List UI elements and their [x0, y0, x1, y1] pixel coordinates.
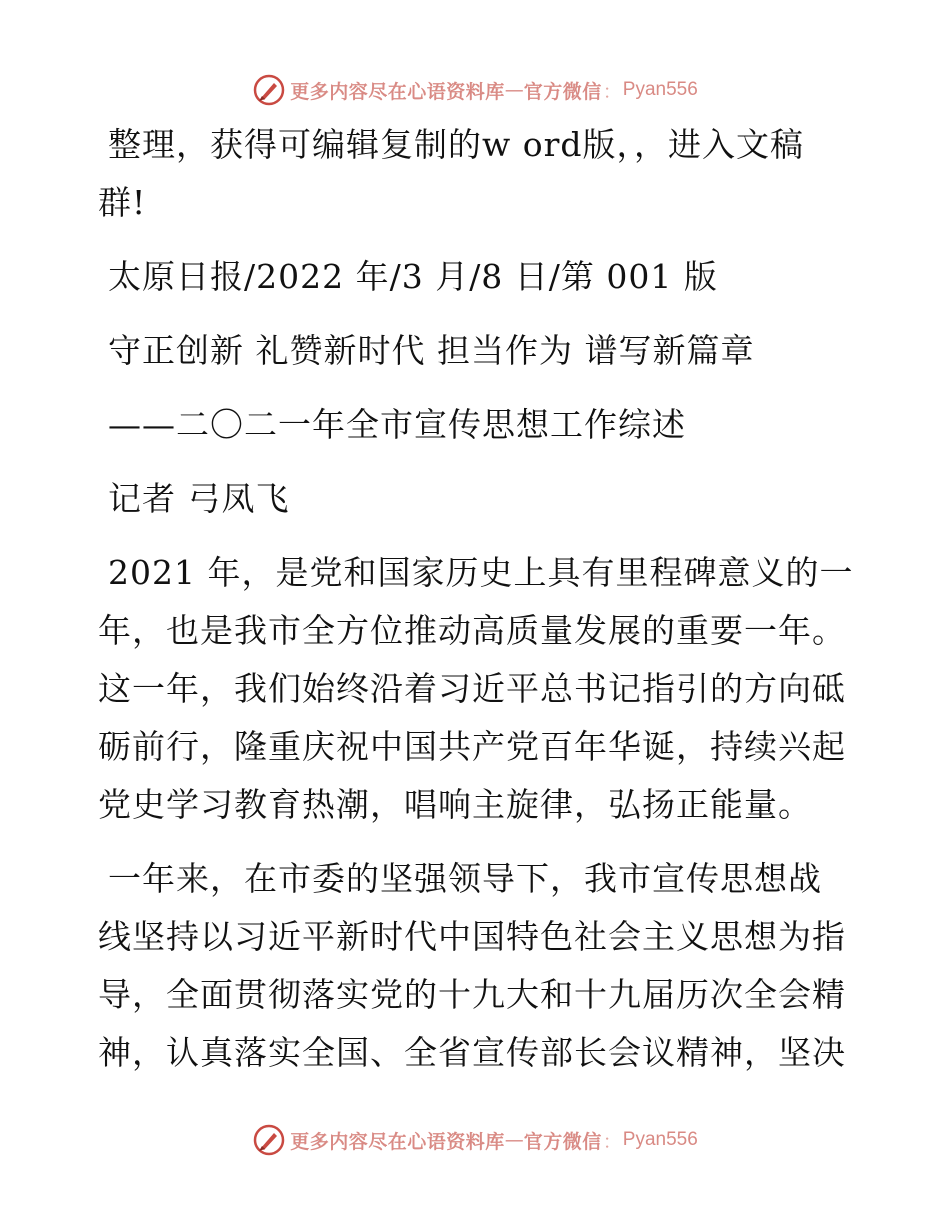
document-body — [98, 116, 858, 1082]
watermark-wechat-id: Pyan556 — [622, 79, 698, 100]
header-watermark — [0, 70, 950, 110]
article-title: 守正创新 礼赞新时代 担当作为 谱写新篇章 — [108, 331, 755, 370]
paragraph-2-line-2: 线坚持以习近平新时代中国特色社会主义思想为指 — [98, 917, 846, 956]
paragraph-gap — [98, 380, 858, 396]
paragraph-1-line-1: 2021 年，是党和国家历史上具有里程碑意义的一 — [108, 553, 854, 592]
watermark-brand-text: 更多内容尽在心语资料库 — [290, 1130, 505, 1153]
paragraph-gap — [98, 834, 858, 850]
brush-logo-icon — [252, 1123, 286, 1157]
intro-line-1: 整理，获得可编辑复制的w ord版，，进入文稿 — [108, 125, 805, 164]
paragraph-gap — [98, 528, 858, 544]
watermark-separator: ： — [602, 1130, 622, 1153]
paragraph-gap — [98, 306, 858, 322]
paragraph-1-line-4: 砺前行，隆重庆祝中国共产党百年华诞，持续兴起 — [98, 727, 846, 766]
watermark-wechat-label: 官方微信 — [523, 1130, 602, 1153]
brush-logo-icon — [252, 73, 286, 107]
source-line: 太原日报/2022 年/3 月/8 日/第 001 版 — [108, 257, 718, 296]
paragraph-gap — [98, 454, 858, 470]
paragraph-2-line-4: 神，认真落实全国、全省宣传部长会议精神，坚决 — [98, 1033, 846, 1072]
byline: 记者 弓凤飞 — [108, 479, 290, 518]
paragraph-1-line-2: 年，也是我市全方位推动高质量发展的重要一年。 — [98, 611, 846, 650]
watermark-wechat-label: 官方微信 — [523, 80, 602, 103]
paragraph-1-line-3: 这一年，我们始终沿着习近平总书记指引的方向砥 — [98, 669, 846, 708]
watermark-dash: — — [504, 79, 524, 101]
intro-line-2: 群! — [98, 183, 147, 222]
footer-watermark — [0, 1120, 950, 1160]
paragraph-2-line-1: 一年来，在市委的坚强领导下，我市宣传思想战 — [108, 859, 822, 898]
watermark-brand-text: 更多内容尽在心语资料库 — [290, 80, 505, 103]
watermark-separator: ： — [602, 80, 622, 103]
paragraph-2-line-3: 导，全面贯彻落实党的十九大和十九届历次全会精 — [98, 975, 846, 1014]
watermark-wechat-id: Pyan556 — [622, 1129, 698, 1150]
paragraph-1-line-5: 党史学习教育热潮，唱响主旋律，弘扬正能量。 — [98, 785, 812, 824]
paragraph-gap — [98, 232, 858, 248]
article-subtitle: ——二〇二一年全市宣传思想工作综述 — [108, 405, 686, 444]
watermark-dash: — — [504, 1129, 524, 1151]
